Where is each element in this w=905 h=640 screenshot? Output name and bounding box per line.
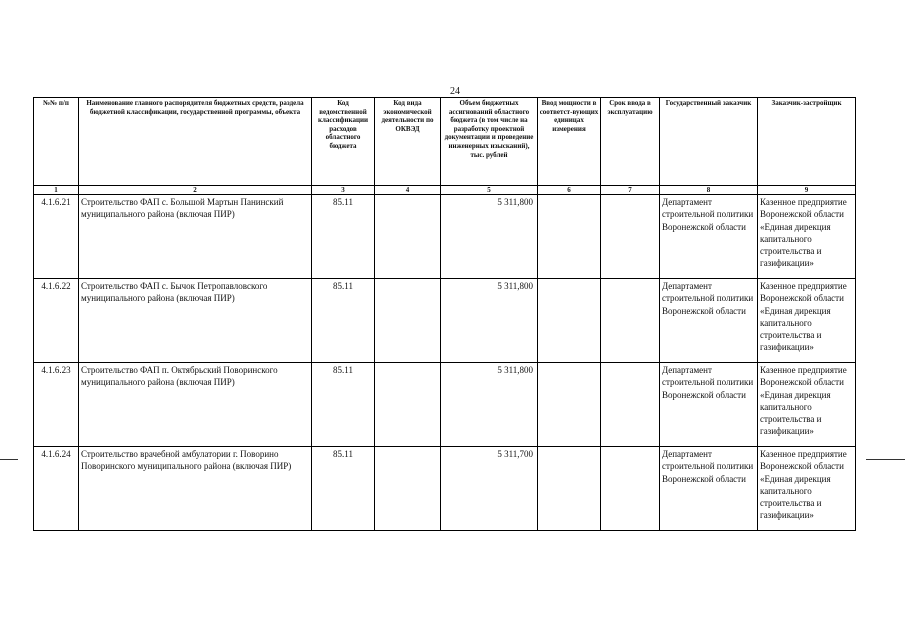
table-row	[34, 195, 856, 279]
row-number: 4.1.6.22	[34, 279, 79, 363]
object-name: Строительство ФАП с. Бычок Петропавловского муниципального района (включая ПИР)	[79, 279, 312, 363]
okved-code	[375, 363, 441, 447]
scan-line-right	[866, 459, 905, 460]
header-cell: Срок ввода в эксплуатацию	[601, 98, 660, 186]
developer: Казенное предприятие Воронежской области «Единая дирекция капитального строительства и газификации»	[758, 195, 856, 279]
object-name: Строительство врачебной амбулатории г. Поворино Поворинского муниципального района (включая ПИР)	[79, 447, 312, 531]
developer: Казенное предприятие Воронежской области «Единая дирекция капитального строительства и газификации»	[758, 447, 856, 531]
developer: Казенное предприятие Воронежской области «Единая дирекция капитального строительства и газификации»	[758, 363, 856, 447]
column-number: 8	[660, 186, 758, 195]
state-customer: Департамент строительной политики Воронежской области	[660, 195, 758, 279]
commission-term	[601, 363, 660, 447]
header-cell: Ввод мощности в соответст-вующих единицах измерения	[538, 98, 601, 186]
header-cell: Заказчик-застройщик	[758, 98, 856, 186]
column-number: 5	[441, 186, 538, 195]
budget-table	[33, 97, 856, 531]
header-cell: Государственный заказчик	[660, 98, 758, 186]
row-number: 4.1.6.23	[34, 363, 79, 447]
state-customer: Департамент строительной политики Воронежской области	[660, 363, 758, 447]
header-cell: Объем бюджетных ассигнований областного бюджета (в том числе на разработку проектной документации и проведение инженерных изысканий), тыс. рублей	[441, 98, 538, 186]
commission-term	[601, 279, 660, 363]
scan-line-left	[0, 459, 18, 460]
header-cell: №№ п/п	[34, 98, 79, 186]
capacity	[538, 279, 601, 363]
okved-code	[375, 279, 441, 363]
column-number: 4	[375, 186, 441, 195]
header-cell: Наименование главного распорядителя бюджетных средств, раздела бюджетной классификации, государственной программы, объекта	[79, 98, 312, 186]
commission-term	[601, 195, 660, 279]
capacity	[538, 447, 601, 531]
developer: Казенное предприятие Воронежской области «Единая дирекция капитального строительства и газификации»	[758, 279, 856, 363]
budget-code: 85.11	[312, 279, 375, 363]
okved-code	[375, 447, 441, 531]
budget-amount: 5 311,800	[441, 195, 538, 279]
capacity	[538, 195, 601, 279]
budget-amount: 5 311,700	[441, 447, 538, 531]
object-name: Строительство ФАП п. Октябрьский Поворинского муниципального района (включая ПИР)	[79, 363, 312, 447]
budget-code: 85.11	[312, 363, 375, 447]
object-name: Строительство ФАП с. Большой Мартын Панинский муниципального района (включая ПИР)	[79, 195, 312, 279]
column-number-row	[34, 186, 856, 195]
column-number: 6	[538, 186, 601, 195]
row-number: 4.1.6.21	[34, 195, 79, 279]
budget-amount: 5 311,800	[441, 363, 538, 447]
column-number: 7	[601, 186, 660, 195]
okved-code	[375, 195, 441, 279]
column-number: 9	[758, 186, 856, 195]
column-number: 3	[312, 186, 375, 195]
table-row	[34, 363, 856, 447]
header-cell: Код вида экономической деятельности по ОКВЭД	[375, 98, 441, 186]
table-row	[34, 447, 856, 531]
budget-code: 85.11	[312, 195, 375, 279]
column-number: 2	[79, 186, 312, 195]
budget-code: 85.11	[312, 447, 375, 531]
budget-amount: 5 311,800	[441, 279, 538, 363]
table-header-row	[34, 98, 856, 186]
capacity	[538, 363, 601, 447]
table-row	[34, 279, 856, 363]
header-cell: Код ведомственной классификации расходов областного бюджета	[312, 98, 375, 186]
state-customer: Департамент строительной политики Воронежской области	[660, 279, 758, 363]
row-number: 4.1.6.24	[34, 447, 79, 531]
commission-term	[601, 447, 660, 531]
state-customer: Департамент строительной политики Воронежской области	[660, 447, 758, 531]
page-number: 24	[450, 86, 460, 97]
column-number: 1	[34, 186, 79, 195]
